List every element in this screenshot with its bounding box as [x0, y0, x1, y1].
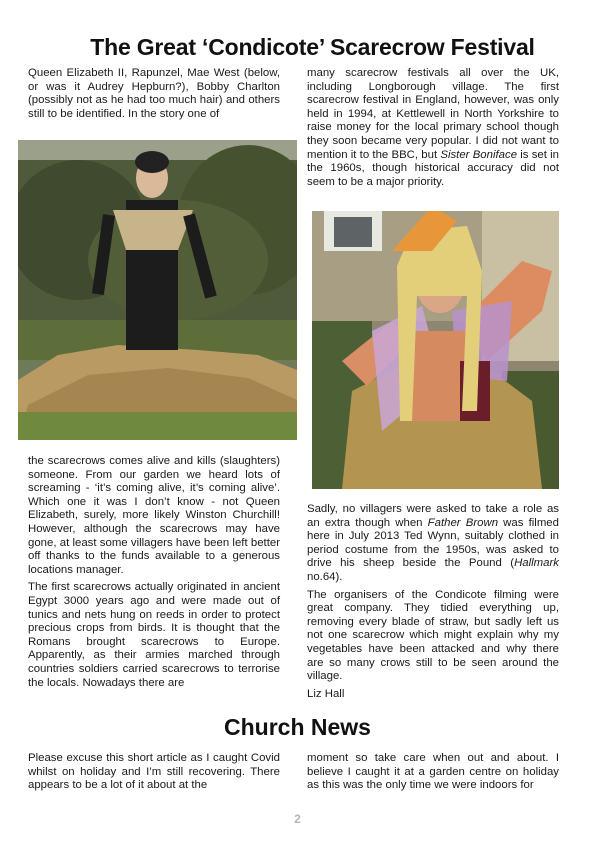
right-column-top — [307, 67, 559, 189]
paragraph: The organisers of the Condicote filming were great company. They tidied everything up, removing every blade of straw, but sadly left us not one scarecrow which might explain why my vegetables have been attacked and why there are so many crows still to be seen around the village. — [307, 588, 559, 683]
scarecrow-photo-hepburn — [18, 140, 297, 440]
paragraph: the scarecrows comes alive and kills (slaughters) someone. From our garden we heard lots of screaming - ‘it’s coming alive, it’s coming alive’. Which one it was I don’t know - not Queen Elizabeth, surely, more likely Winston Churchill! However, although the scarecrows may have gone, at least some villagers have been left better off thanks to the funds available to a generous locations manager. — [28, 455, 280, 576]
paragraph: many scarecrow festivals all over the UK, including Longborough village. The first scarecrow festival in England, however, was only held in 1994, at Kettlewell in North Yorkshire to raise money for the local primary school though they soon became very popular. I did not want to mention it to the BBC, but Sister Boniface is set in the 1960s, though historical accuracy did not seem to be a major priority. — [307, 67, 560, 188]
right-column-bottom — [307, 503, 559, 701]
left-column-top — [28, 67, 280, 121]
paragraph: The first scarecrows actually originated in ancient Egypt 3000 years ago and were made out of tunics and nets hung on reeds in order to protect precious crops from birds. It is thought that the Romans brought scarecrows to Europe. Apparently, as their armies marched through countries soldiers carried scarecrows to terrorise the locals. Nowadays there are — [28, 581, 280, 689]
paragraph: moment so take care when out and about. I believe I caught it at a garden centre on holiday as this was the only time we were indoors for — [307, 752, 559, 792]
scarecrow-photo-rapunzel — [312, 211, 559, 489]
paragraph: Queen Elizabeth II, Rapunzel, Mae West (below, or was it Audrey Hepburn?), Bobby Charlton (possibly not as he had too much hair) and others still to be identified. In the story one of — [28, 67, 280, 120]
paragraph: Sadly, no villagers were asked to take a role as an extra though when Father Brown was filmed here in July 2013 Ted Wynn, suitably clothed in period costume from the 1950s, was asked to drive his sheep beside the Pound (Hallmark no.64). — [307, 503, 559, 583]
author-signature: Liz Hall — [307, 687, 345, 700]
church-left-column — [28, 752, 280, 793]
page-number: 2 — [294, 812, 301, 826]
article-title: The Great ‘Condicote’ Scarecrow Festival — [90, 34, 535, 60]
section-title-church-news: Church News — [224, 714, 371, 740]
paragraph: Please excuse this short article as I caught Covid whilst on holiday and I’m still recovering. There appears to be a lot of it about at the — [28, 752, 280, 792]
church-right-column — [307, 752, 559, 793]
left-column-bottom — [28, 455, 280, 690]
